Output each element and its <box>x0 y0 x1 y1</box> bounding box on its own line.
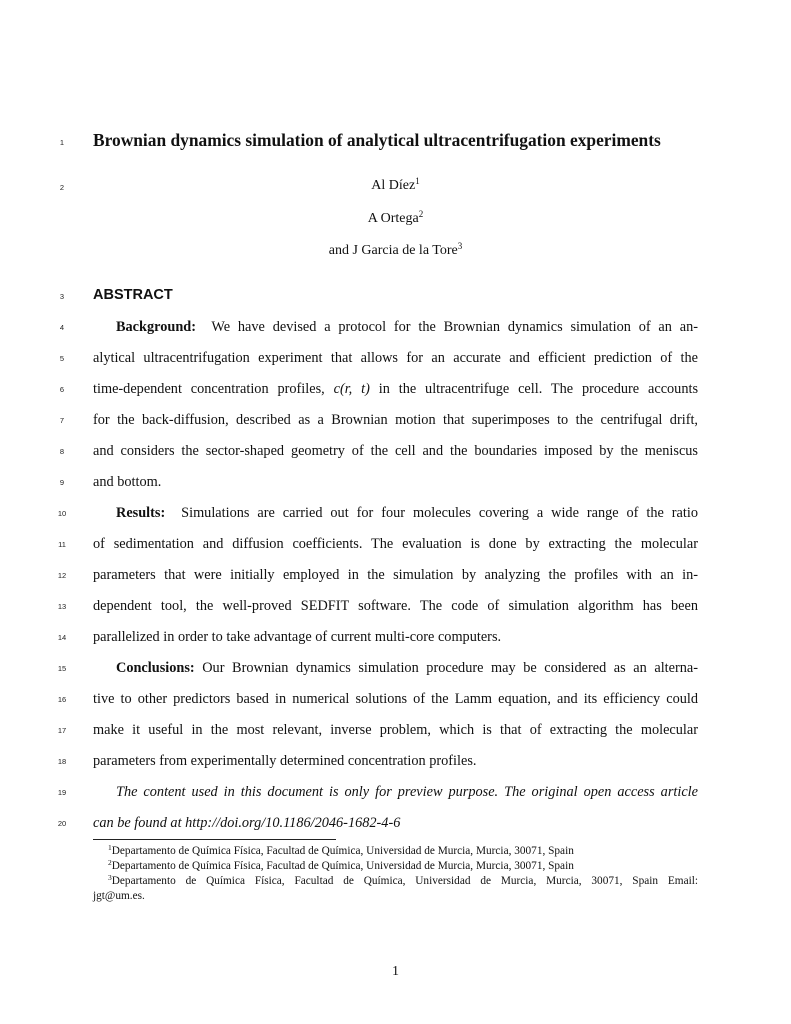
line-number: 11 <box>58 540 66 549</box>
footnote-marker: 3 <box>108 873 112 882</box>
footnote-text: Departamento de Química Física, Facultad de Química, Universidad de Murcia, Murcia, 30071, Spain <box>111 860 574 872</box>
footnote-3-continuation: jgt@um.es. <box>93 890 145 902</box>
abstract-line: of sedimentation and diffusion coefficients. The evaluation is done by extracting the molecular <box>93 536 698 552</box>
line-number: 17 <box>57 726 67 735</box>
line-number: 20 <box>57 819 67 828</box>
abstract-line: parameters that were initially employed in the simulation by analyzing the profiles with an in- <box>93 567 698 583</box>
line-number: 13 <box>57 602 67 611</box>
results-label: Results: <box>116 505 166 521</box>
footnote-marker: 2 <box>108 858 112 867</box>
math-expression: c(r, t) <box>333 381 370 397</box>
line-number: 7 <box>59 416 65 425</box>
affiliation-marker: 2 <box>418 209 424 219</box>
conclusions-label: Conclusions: <box>116 660 195 676</box>
author-2 <box>93 211 698 227</box>
line-number: 12 <box>57 571 67 580</box>
abstract-line <box>116 659 698 677</box>
footnote-1 <box>108 844 698 858</box>
abstract-line: and considers the sector-shaped geometry of the cell and the boundaries imposed by the meniscus <box>93 443 698 459</box>
line-text: in the ultracentrifuge cell. The procedure accounts <box>378 381 699 397</box>
author-name: and J Garcia de la Tore <box>328 243 458 258</box>
doi-link: can be found at http://doi.org/10.1186/2046-1682-4-6 <box>93 815 401 831</box>
author-name: Al Díez <box>371 178 416 193</box>
abstract-line <box>116 504 698 522</box>
footnote-2 <box>108 859 698 873</box>
line-number: 16 <box>57 695 67 704</box>
line-number: 2 <box>59 183 65 192</box>
affiliation-marker: 1 <box>415 176 420 186</box>
abstract-line <box>116 318 698 336</box>
line-number: 8 <box>59 447 65 456</box>
line-number: 14 <box>57 633 67 642</box>
footnote-text: Departamento de Química Física, Facultad de Química, Universidad de Murcia, Murcia, 30071, Spain <box>111 845 574 857</box>
line-number: 18 <box>57 757 67 766</box>
line-text: Our Brownian dynamics simulation procedure may be considered as an alterna- <box>202 660 698 676</box>
author-name: A Ortega <box>367 211 419 226</box>
line-number: 15 <box>57 664 67 673</box>
abstract-heading: ABSTRACT <box>93 287 173 303</box>
line-text: We have devised a protocol for the Brownian dynamics simulation of an an- <box>211 319 699 335</box>
line-number: 6 <box>59 385 65 394</box>
line-number: 5 <box>59 354 65 363</box>
author-3 <box>93 243 698 259</box>
background-label: Background: <box>116 319 196 335</box>
abstract-line: make it useful in the most relevant, inverse problem, which is that of extracting the molecular <box>93 722 698 738</box>
footnote-divider <box>93 839 336 840</box>
line-text: Simulations are carried out for four molecules covering a wide range of the ratio <box>181 505 698 521</box>
preview-notice-line <box>116 783 698 801</box>
line-number: 10 <box>57 509 67 518</box>
line-number: 9 <box>59 478 65 487</box>
abstract-line: parallelized in order to take advantage of current multi-core computers. <box>93 629 502 645</box>
footnote-3 <box>108 874 698 888</box>
line-number: 1 <box>59 138 65 147</box>
author-1 <box>93 178 698 194</box>
preview-notice-line <box>93 814 698 832</box>
footnote-text: Departamento de Química Física, Facultad de Química, Universidad de Murcia, Murcia, 30071, Spain Email: <box>111 875 698 887</box>
line-number: 19 <box>57 788 67 797</box>
line-text: The content used in this document is only for preview purpose. The original open access article <box>116 784 698 800</box>
line-number: 3 <box>59 292 65 301</box>
abstract-line: and bottom. <box>93 474 162 490</box>
affiliation-marker: 3 <box>457 241 463 251</box>
abstract-line: parameters from experimentally determined concentration profiles. <box>93 753 477 769</box>
paper-title: Brownian dynamics simulation of analytical ultracentrifugation experiments <box>93 130 661 150</box>
abstract-line: dependent tool, the well-proved SEDFIT software. The code of simulation algorithm has been <box>93 598 698 614</box>
page-number: 1 <box>392 964 399 979</box>
footnote-marker: 1 <box>108 843 112 852</box>
abstract-line: alytical ultracentrifugation experiment that allows for an accurate and efficient prediction of the <box>93 350 698 366</box>
abstract-line <box>93 380 698 398</box>
line-number: 4 <box>59 323 65 332</box>
abstract-line: for the back-diffusion, described as a Brownian motion that superimposes to the centrifugal drift, <box>93 412 698 428</box>
abstract-line: tive to other predictors based in numerical solutions of the Lamm equation, and its efficiency could <box>93 691 698 707</box>
line-text: time-dependent concentration profiles, <box>93 381 325 397</box>
